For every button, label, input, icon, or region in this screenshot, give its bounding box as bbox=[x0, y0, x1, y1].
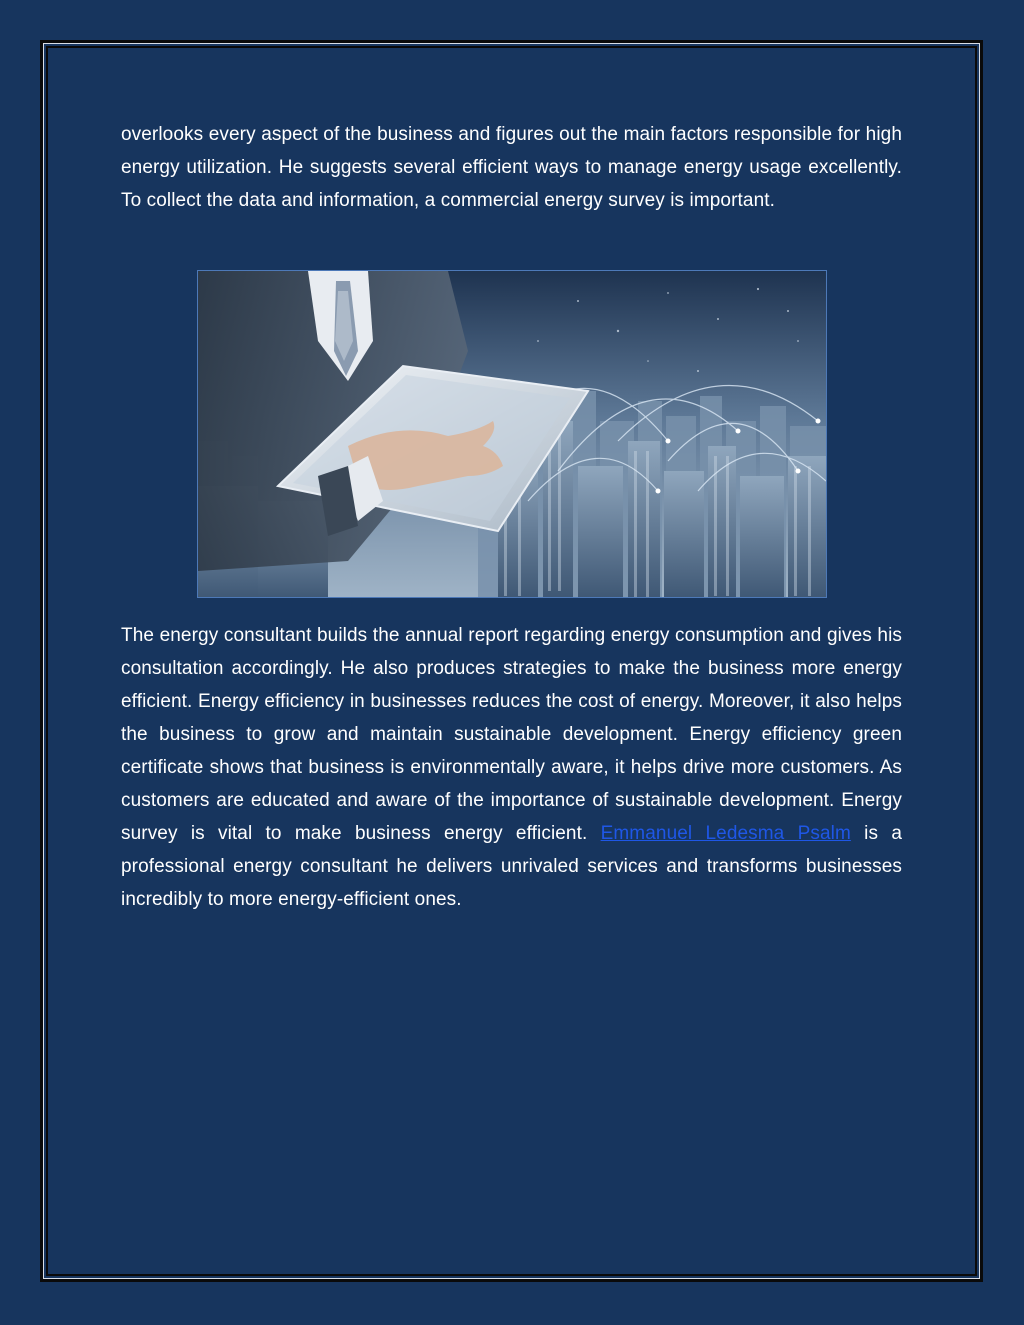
paragraph-consultant-text-end: is a professional energy consultant he delivers unrivaled services and transforms businesses incredibly to more energy-efficient ones. bbox=[121, 823, 902, 910]
paragraph-consultant-text: The energy consultant builds the annual report regarding energy consumption and gives his consultation accordingly. He also produces strategies to make the business more energy efficient. Energy efficiency in businesses reduces the cost of energy. Moreover, it also helps the business to grow and maintain sustainable development. Energy efficiency green certificate shows that business is environmentally aware, it helps drive more customers. As customers are educated and aware of the importance of sustainable development. Energy survey is vital to make business energy efficient. bbox=[121, 625, 902, 844]
paragraph-survey-intro: overlooks every aspect of the business and figures out the main factors responsible for high energy utilization. He suggests several efficient ways to manage energy usage excellently. To collect the data and information, a commercial energy survey is important. bbox=[121, 124, 902, 211]
paragraph-consultant-report bbox=[121, 619, 902, 916]
business-city-network-image bbox=[197, 270, 827, 598]
consultant-name-link[interactable]: Emmanuel Ledesma Psalm bbox=[600, 823, 851, 844]
